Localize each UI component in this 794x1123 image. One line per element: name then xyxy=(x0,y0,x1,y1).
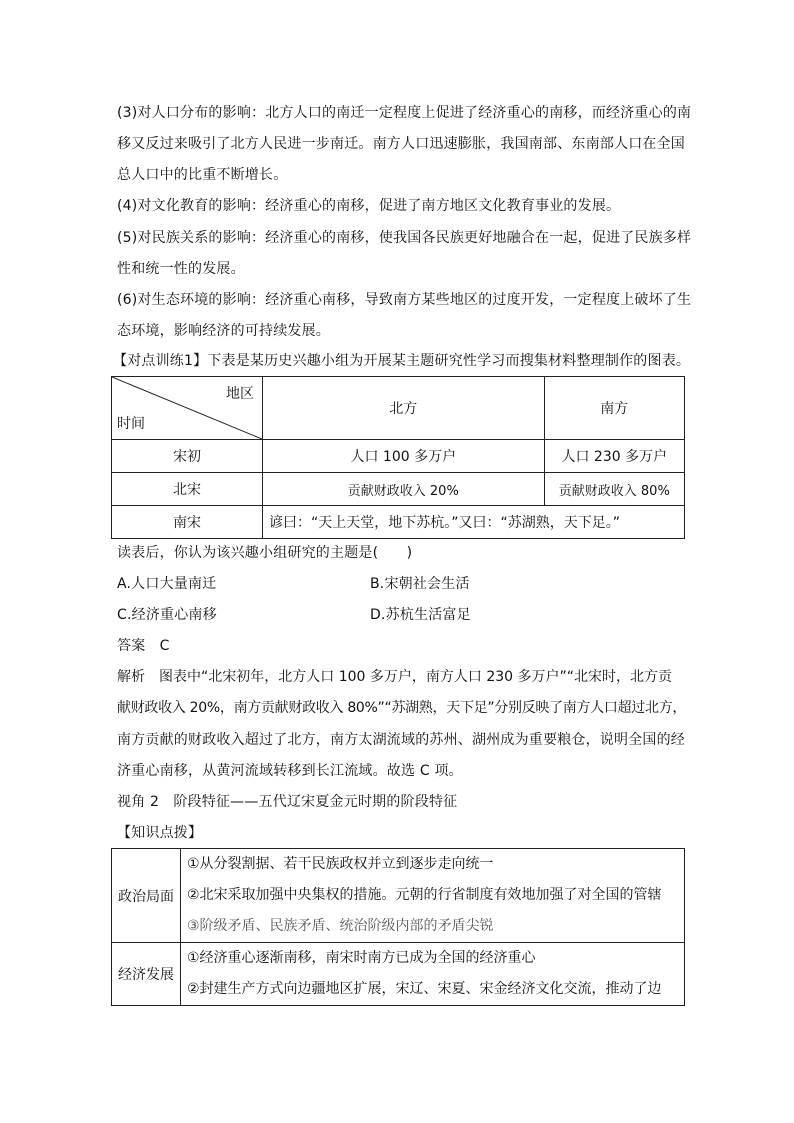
table-corner-cell xyxy=(112,377,263,440)
column-header-north: 北方 xyxy=(263,377,545,440)
south-cell: 人口 230 多万户 xyxy=(544,440,684,473)
paragraph-line: 移又反过来吸引了北方人民进一步南迁。南方人口迅速膨胀，我国南部、东南部人口在全国 xyxy=(117,136,685,152)
list-item: ②北宋采取加强中央集权的措施。元朝的行省制度有效地加强了对全国的管辖 xyxy=(187,887,662,903)
training-heading: 【对点训练1】下表是某历史兴趣小组为开展某主题研究性学习而搜集材料整理制作的图表。 xyxy=(113,353,691,369)
list-item: ①经济重心逐渐南移，南宋时南方已成为全国的经济重心 xyxy=(187,950,536,966)
table-row xyxy=(112,849,685,943)
north-cell: 贡献财政收入 20% xyxy=(263,473,545,506)
paragraph-line: (3)对人口分布的影响：北方人口的南迁一定程度上促进了经济重心的南移，而经济重心的南 xyxy=(117,105,692,121)
paragraph-line: 态环境，影响经济的可持续发展。 xyxy=(117,323,330,339)
knowledge-heading: 【知识点拨】 xyxy=(117,825,203,841)
proverb-cell: 谚曰：“天上天堂，地下苏杭。”又曰：“苏湖熟，天下足。” xyxy=(263,506,685,539)
period-cell: 北宋 xyxy=(112,473,263,506)
option-c: C.经济重心南移 xyxy=(117,607,217,623)
paragraph-line: (5)对民族关系的影响：经济重心的南移，使我国各民族更好地融合在一起，促进了民族多样 xyxy=(117,230,692,246)
analysis-line: 解析 图表中“北宋初年，北方人口 100 多万户，南方人口 230 多万户”“北宋时，北方贡 xyxy=(117,669,673,685)
paragraph-line: 性和统一性的发展。 xyxy=(117,261,245,277)
table-row xyxy=(112,506,685,539)
corner-label-time: 时间 xyxy=(117,416,145,432)
data-table xyxy=(111,376,685,539)
corner-label-region: 地区 xyxy=(226,386,254,402)
option-d: D.苏杭生活富足 xyxy=(370,607,471,623)
row-content xyxy=(181,849,685,943)
period-cell: 南宋 xyxy=(112,506,263,539)
option-a: A.人口大量南迁 xyxy=(117,576,217,592)
south-cell: 贡献财政收入 80% xyxy=(544,473,684,506)
row-content xyxy=(181,943,685,1006)
list-item: ②封建生产方式向边疆地区扩展，宋辽、宋夏、宋金经济文化交流，推动了边 xyxy=(187,981,662,997)
question-text: 读表后，你认为该兴趣小组研究的主题是( ) xyxy=(117,545,413,561)
row-header: 经济发展 xyxy=(112,943,181,1006)
analysis-line: 济重心南移，从黄河流域转移到长江流域。故选 C 项。 xyxy=(117,763,463,779)
option-b: B.宋朝社会生活 xyxy=(370,576,470,592)
section-heading: 视角 2 阶段特征——五代辽宋夏金元时期的阶段特征 xyxy=(117,794,458,810)
column-header-south: 南方 xyxy=(544,377,684,440)
analysis-line: 献财政收入 20%，南方贡献财政收入 80%”“苏湖熟，天下足”分别反映了南方人口超过北方， xyxy=(117,700,687,716)
period-cell: 宋初 xyxy=(112,440,263,473)
list-item: ③阶级矛盾、民族矛盾、统治阶级内部的矛盾尖锐 xyxy=(187,918,494,934)
table-row xyxy=(112,943,685,1006)
paragraph-line: (6)对生态环境的影响：经济重心南移，导致南方某些地区的过度开发，一定程度上破坏了生 xyxy=(117,292,692,308)
row-header: 政治局面 xyxy=(112,849,181,943)
table-row xyxy=(112,440,685,473)
table-row xyxy=(112,473,685,506)
paragraph-line: (4)对文化教育的影响：经济重心的南移，促进了南方地区文化教育事业的发展。 xyxy=(117,198,621,214)
north-cell: 人口 100 多万户 xyxy=(263,440,545,473)
features-table xyxy=(111,848,685,1006)
list-item: ①从分裂割据、若干民族政权并立到逐步走向统一 xyxy=(187,856,494,872)
paragraph-line: 总人口中的比重不断增长。 xyxy=(117,167,288,183)
answer-text: 答案 C xyxy=(117,638,170,654)
analysis-line: 南方贡献的财政收入超过了北方，南方太湖流域的苏州、湖州成为重要粮仓，说明全国的经 xyxy=(117,732,685,748)
